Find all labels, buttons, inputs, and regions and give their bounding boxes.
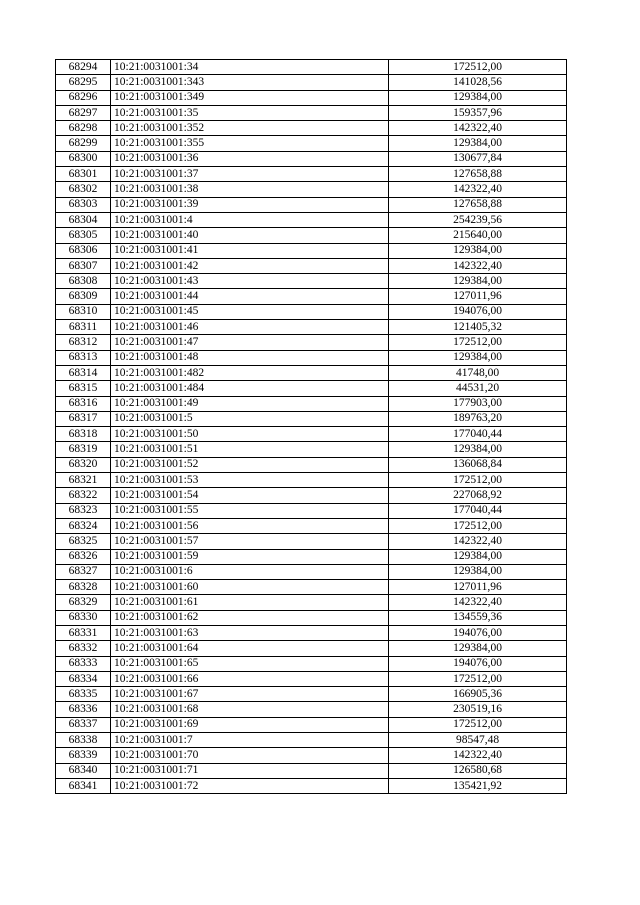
amount-cell: 142322,40 — [389, 258, 567, 273]
table-row — [56, 733, 567, 748]
amount-cell: 172512,00 — [389, 473, 567, 488]
amount-cell: 44531,20 — [389, 381, 567, 396]
row-number-cell: 68304 — [56, 212, 111, 227]
cadastral-number-cell: 10:21:0031001:52 — [111, 457, 389, 472]
amount-cell: 254239,56 — [389, 212, 567, 227]
amount-cell: 194076,00 — [389, 656, 567, 671]
amount-cell: 189763,20 — [389, 411, 567, 426]
amount-cell: 215640,00 — [389, 228, 567, 243]
row-number-cell: 68325 — [56, 534, 111, 549]
row-number-cell: 68324 — [56, 518, 111, 533]
amount-cell: 177903,00 — [389, 396, 567, 411]
row-number-cell: 68322 — [56, 488, 111, 503]
row-number-cell: 68298 — [56, 121, 111, 136]
cadastral-number-cell: 10:21:0031001:57 — [111, 534, 389, 549]
table-row — [56, 411, 567, 426]
row-number-cell: 68333 — [56, 656, 111, 671]
cadastral-number-cell: 10:21:0031001:63 — [111, 625, 389, 640]
amount-cell: 142322,40 — [389, 182, 567, 197]
amount-cell: 177040,44 — [389, 427, 567, 442]
row-number-cell: 68330 — [56, 610, 111, 625]
row-number-cell: 68317 — [56, 411, 111, 426]
amount-cell: 159357,96 — [389, 105, 567, 120]
cadastral-number-cell: 10:21:0031001:343 — [111, 75, 389, 90]
cadastral-number-cell: 10:21:0031001:42 — [111, 258, 389, 273]
amount-cell: 134559,36 — [389, 610, 567, 625]
cadastral-number-cell: 10:21:0031001:65 — [111, 656, 389, 671]
cadastral-number-cell: 10:21:0031001:60 — [111, 580, 389, 595]
table-row — [56, 60, 567, 75]
table-row — [56, 580, 567, 595]
table-row — [56, 702, 567, 717]
amount-cell: 129384,00 — [389, 350, 567, 365]
amount-cell: 177040,44 — [389, 503, 567, 518]
amount-cell: 129384,00 — [389, 564, 567, 579]
row-number-cell: 68301 — [56, 167, 111, 182]
table-row — [56, 151, 567, 166]
row-number-cell: 68338 — [56, 733, 111, 748]
row-number-cell: 68306 — [56, 243, 111, 258]
amount-cell: 41748,00 — [389, 365, 567, 380]
table-row — [56, 442, 567, 457]
amount-cell: 227068,92 — [389, 488, 567, 503]
amount-cell: 127011,96 — [389, 580, 567, 595]
cadastral-number-cell: 10:21:0031001:6 — [111, 564, 389, 579]
table-row — [56, 488, 567, 503]
row-number-cell: 68297 — [56, 105, 111, 120]
row-number-cell: 68329 — [56, 595, 111, 610]
table-row — [56, 610, 567, 625]
table-row — [56, 274, 567, 289]
row-number-cell: 68294 — [56, 60, 111, 75]
row-number-cell: 68302 — [56, 182, 111, 197]
row-number-cell: 68308 — [56, 274, 111, 289]
amount-cell: 166905,36 — [389, 687, 567, 702]
row-number-cell: 68315 — [56, 381, 111, 396]
row-number-cell: 68341 — [56, 778, 111, 793]
cadastral-number-cell: 10:21:0031001:484 — [111, 381, 389, 396]
amount-cell: 172512,00 — [389, 671, 567, 686]
amount-cell: 126580,68 — [389, 763, 567, 778]
row-number-cell: 68312 — [56, 335, 111, 350]
amount-cell: 194076,00 — [389, 304, 567, 319]
cadastral-number-cell: 10:21:0031001:50 — [111, 427, 389, 442]
table-row — [56, 121, 567, 136]
table-row — [56, 304, 567, 319]
cadastral-number-cell: 10:21:0031001:55 — [111, 503, 389, 518]
table-row — [56, 457, 567, 472]
table-row — [56, 748, 567, 763]
table-row — [56, 518, 567, 533]
amount-cell: 127658,88 — [389, 197, 567, 212]
row-number-cell: 68339 — [56, 748, 111, 763]
row-number-cell: 68300 — [56, 151, 111, 166]
amount-cell: 129384,00 — [389, 136, 567, 151]
table-row — [56, 167, 567, 182]
amount-cell: 142322,40 — [389, 121, 567, 136]
table-row — [56, 396, 567, 411]
table-row — [56, 503, 567, 518]
table-row — [56, 75, 567, 90]
amount-cell: 172512,00 — [389, 335, 567, 350]
table-row — [56, 90, 567, 105]
cadastral-number-cell: 10:21:0031001:70 — [111, 748, 389, 763]
amount-cell: 127011,96 — [389, 289, 567, 304]
table-row — [56, 182, 567, 197]
row-number-cell: 68316 — [56, 396, 111, 411]
table-row — [56, 717, 567, 732]
amount-cell: 127658,88 — [389, 167, 567, 182]
amount-cell: 194076,00 — [389, 625, 567, 640]
amount-cell: 121405,32 — [389, 320, 567, 335]
amount-cell: 129384,00 — [389, 90, 567, 105]
cadastral-number-cell: 10:21:0031001:482 — [111, 365, 389, 380]
cadastral-number-cell: 10:21:0031001:36 — [111, 151, 389, 166]
cadastral-number-cell: 10:21:0031001:41 — [111, 243, 389, 258]
row-number-cell: 68327 — [56, 564, 111, 579]
table-row — [56, 564, 567, 579]
table-row — [56, 350, 567, 365]
amount-cell: 172512,00 — [389, 60, 567, 75]
table-row — [56, 365, 567, 380]
table-row — [56, 778, 567, 793]
table-row — [56, 335, 567, 350]
table-row — [56, 763, 567, 778]
row-number-cell: 68295 — [56, 75, 111, 90]
row-number-cell: 68336 — [56, 702, 111, 717]
row-number-cell: 68309 — [56, 289, 111, 304]
cadastral-number-cell: 10:21:0031001:5 — [111, 411, 389, 426]
amount-cell: 135421,92 — [389, 778, 567, 793]
table-row — [56, 258, 567, 273]
table-row — [56, 243, 567, 258]
table-row — [56, 549, 567, 564]
cadastral-number-cell: 10:21:0031001:68 — [111, 702, 389, 717]
table-row — [56, 105, 567, 120]
table-body — [56, 60, 567, 794]
amount-cell: 142322,40 — [389, 748, 567, 763]
table-row — [56, 427, 567, 442]
table-row — [56, 212, 567, 227]
row-number-cell: 68331 — [56, 625, 111, 640]
row-number-cell: 68299 — [56, 136, 111, 151]
table-row — [56, 320, 567, 335]
cadastral-number-cell: 10:21:0031001:43 — [111, 274, 389, 289]
cadastral-number-cell: 10:21:0031001:53 — [111, 473, 389, 488]
cadastral-number-cell: 10:21:0031001:47 — [111, 335, 389, 350]
row-number-cell: 68332 — [56, 641, 111, 656]
cadastral-number-cell: 10:21:0031001:48 — [111, 350, 389, 365]
cadastral-number-cell: 10:21:0031001:56 — [111, 518, 389, 533]
cadastral-number-cell: 10:21:0031001:7 — [111, 733, 389, 748]
row-number-cell: 68337 — [56, 717, 111, 732]
row-number-cell: 68305 — [56, 228, 111, 243]
cadastral-number-cell: 10:21:0031001:35 — [111, 105, 389, 120]
cadastral-number-cell: 10:21:0031001:355 — [111, 136, 389, 151]
row-number-cell: 68311 — [56, 320, 111, 335]
amount-cell: 172512,00 — [389, 518, 567, 533]
cadastral-number-cell: 10:21:0031001:66 — [111, 671, 389, 686]
table-row — [56, 671, 567, 686]
cadastral-number-cell: 10:21:0031001:59 — [111, 549, 389, 564]
cadastral-value-table — [55, 59, 567, 794]
row-number-cell: 68303 — [56, 197, 111, 212]
amount-cell: 129384,00 — [389, 243, 567, 258]
row-number-cell: 68323 — [56, 503, 111, 518]
cadastral-number-cell: 10:21:0031001:352 — [111, 121, 389, 136]
amount-cell: 136068,84 — [389, 457, 567, 472]
amount-cell: 98547,48 — [389, 733, 567, 748]
amount-cell: 142322,40 — [389, 534, 567, 549]
row-number-cell: 68321 — [56, 473, 111, 488]
row-number-cell: 68319 — [56, 442, 111, 457]
cadastral-number-cell: 10:21:0031001:4 — [111, 212, 389, 227]
row-number-cell: 68326 — [56, 549, 111, 564]
cadastral-number-cell: 10:21:0031001:44 — [111, 289, 389, 304]
table-row — [56, 473, 567, 488]
table-row — [56, 595, 567, 610]
table-row — [56, 197, 567, 212]
cadastral-number-cell: 10:21:0031001:37 — [111, 167, 389, 182]
table-row — [56, 136, 567, 151]
table-row — [56, 228, 567, 243]
cadastral-number-cell: 10:21:0031001:40 — [111, 228, 389, 243]
row-number-cell: 68320 — [56, 457, 111, 472]
amount-cell: 129384,00 — [389, 641, 567, 656]
cadastral-number-cell: 10:21:0031001:39 — [111, 197, 389, 212]
amount-cell: 141028,56 — [389, 75, 567, 90]
row-number-cell: 68334 — [56, 671, 111, 686]
cadastral-number-cell: 10:21:0031001:72 — [111, 778, 389, 793]
cadastral-number-cell: 10:21:0031001:54 — [111, 488, 389, 503]
row-number-cell: 68318 — [56, 427, 111, 442]
cadastral-number-cell: 10:21:0031001:38 — [111, 182, 389, 197]
table-row — [56, 656, 567, 671]
amount-cell: 230519,16 — [389, 702, 567, 717]
cadastral-number-cell: 10:21:0031001:67 — [111, 687, 389, 702]
row-number-cell: 68313 — [56, 350, 111, 365]
row-number-cell: 68340 — [56, 763, 111, 778]
cadastral-number-cell: 10:21:0031001:62 — [111, 610, 389, 625]
row-number-cell: 68335 — [56, 687, 111, 702]
cadastral-number-cell: 10:21:0031001:51 — [111, 442, 389, 457]
row-number-cell: 68328 — [56, 580, 111, 595]
table-row — [56, 289, 567, 304]
cadastral-number-cell: 10:21:0031001:46 — [111, 320, 389, 335]
table-row — [56, 641, 567, 656]
cadastral-number-cell: 10:21:0031001:71 — [111, 763, 389, 778]
cadastral-number-cell: 10:21:0031001:64 — [111, 641, 389, 656]
row-number-cell: 68307 — [56, 258, 111, 273]
table-row — [56, 534, 567, 549]
table-row — [56, 687, 567, 702]
cadastral-number-cell: 10:21:0031001:349 — [111, 90, 389, 105]
cadastral-number-cell: 10:21:0031001:34 — [111, 60, 389, 75]
amount-cell: 129384,00 — [389, 549, 567, 564]
row-number-cell: 68310 — [56, 304, 111, 319]
cadastral-number-cell: 10:21:0031001:69 — [111, 717, 389, 732]
amount-cell: 130677,84 — [389, 151, 567, 166]
amount-cell: 129384,00 — [389, 442, 567, 457]
table-row — [56, 625, 567, 640]
cadastral-number-cell: 10:21:0031001:49 — [111, 396, 389, 411]
amount-cell: 142322,40 — [389, 595, 567, 610]
row-number-cell: 68314 — [56, 365, 111, 380]
amount-cell: 172512,00 — [389, 717, 567, 732]
row-number-cell: 68296 — [56, 90, 111, 105]
table-row — [56, 381, 567, 396]
cadastral-number-cell: 10:21:0031001:61 — [111, 595, 389, 610]
cadastral-number-cell: 10:21:0031001:45 — [111, 304, 389, 319]
amount-cell: 129384,00 — [389, 274, 567, 289]
